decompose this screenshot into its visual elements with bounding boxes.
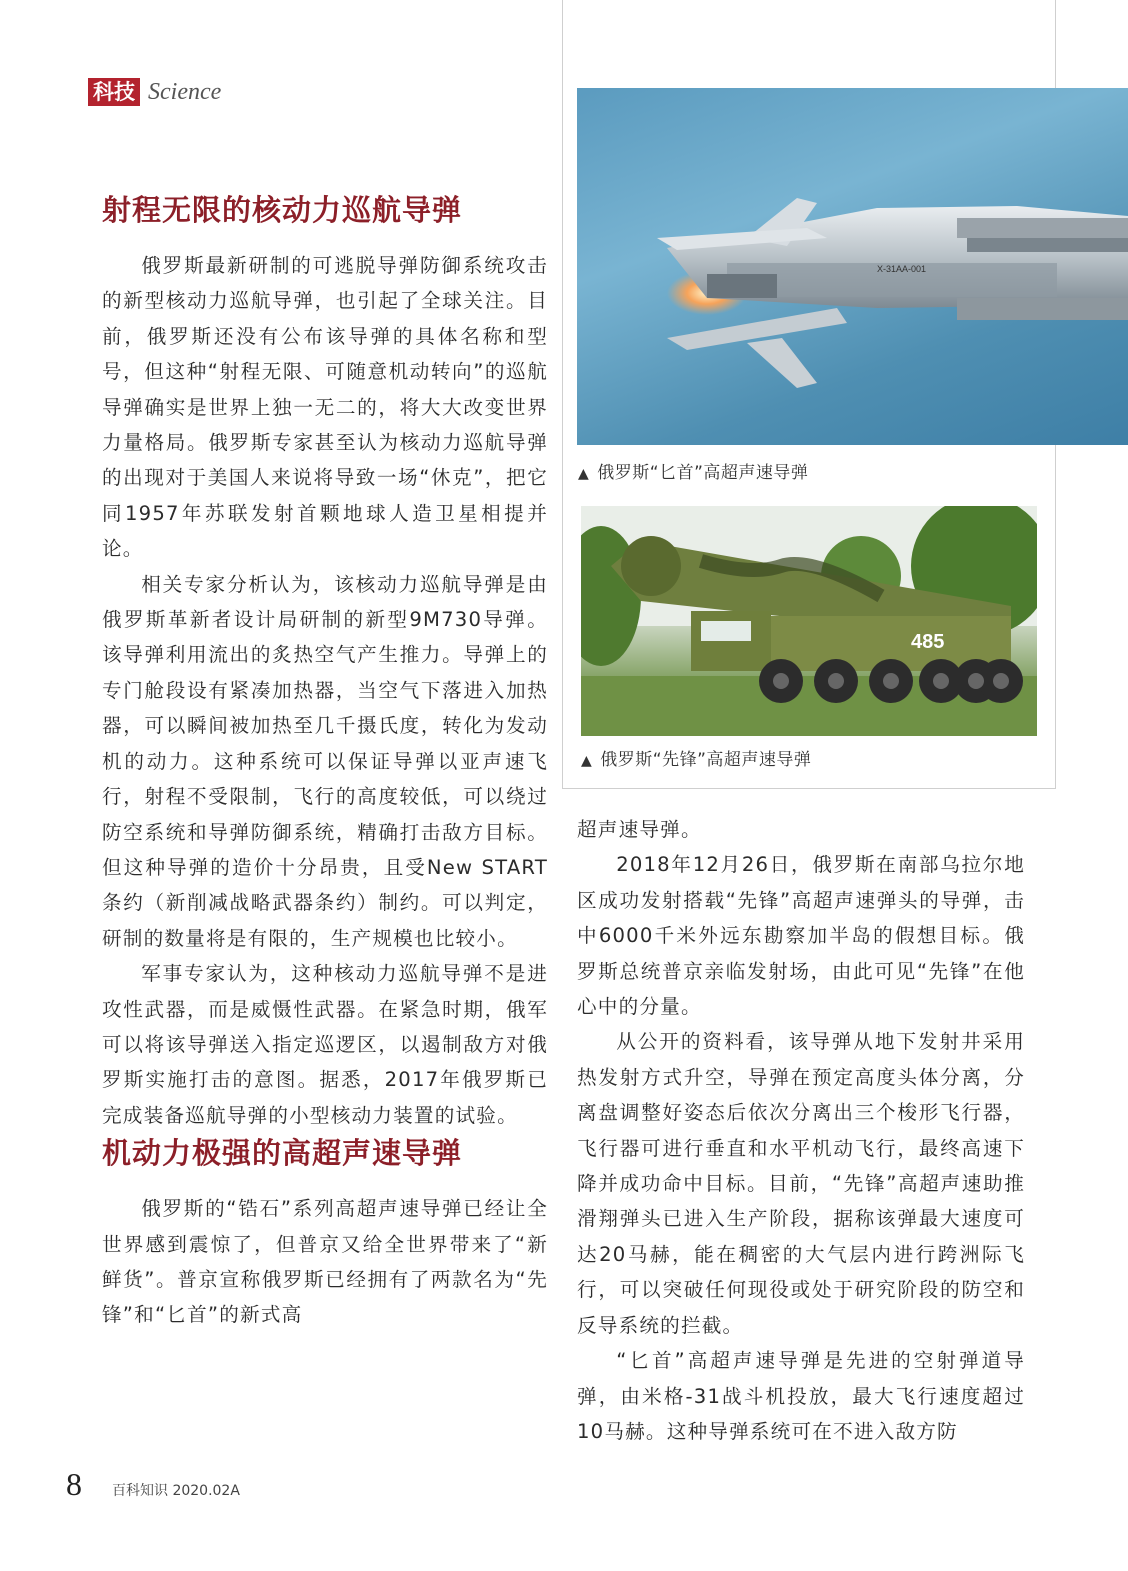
paragraph: 2018年12月26日，俄罗斯在南部乌拉尔地区成功发射搭载“先锋”高超声速弹头的导弹，击中6000千米外远东勘察加半岛的假想目标。俄罗斯总统普京亲临发射场，由此可见“先锋”在他心中的分量。 bbox=[577, 853, 1025, 1019]
paragraph: 相关专家分析认为，该核动力巡航导弹是由俄罗斯革新者设计局研制的新型9M730导弹。该导弹利用流出的炙热空气产生推力。导弹上的专门舱段设有紧凑加热器，当空气下落进入加热器，可以瞬间被加热至几千摄氏度，转化为发动机的动力。这种系统可以保证导弹以亚声速飞行，射程不受限制，飞行的高度较低，可以绕过防空系统和导弹防御系统，精确打击敌方目标。但这种导弹的造价十分昂贵，且受New START条约（新削减战略武器条约）制约。可以判定，研制的数量将是有限的，生产规模也比较小。 bbox=[102, 572, 548, 950]
missile-marking: X-31AA-001 bbox=[877, 264, 927, 274]
caption1-text: 俄罗斯“匕首”高超声速导弹 bbox=[597, 463, 809, 483]
paragraph: 俄罗斯最新研制的可逃脱导弹防御系统攻击的新型核动力巡航导弹，也引起了全球关注。目前，俄罗斯还没有公布该导弹的具体名称和型号，但这种“射程无限、可随意机动转向”的巡航导弹确实是世界上独一无二的，将大大改变世界力量格局。俄罗斯专家甚至认为核动力巡航导弹的出现对于美国人来说将导致一场“休克”，把它同1957年苏联发射首颗地球人造卫星相提并论。 bbox=[102, 254, 548, 561]
section-heading-nuclear-cruise-missile: 射程无限的核动力巡航导弹 bbox=[102, 193, 463, 227]
avangard-missile-photo bbox=[581, 506, 1037, 736]
paragraph: 军事专家认为，这种核动力巡航导弹不是进攻性武器，而是威慑性武器。在紧急时期，俄军可以将该导弹送入指定巡逻区，以遏制敌方对俄罗斯实施打击的意图。据悉，2017年俄罗斯已完成装备巡航导弹的小型核动力装置的试验。 bbox=[102, 962, 548, 1127]
launcher-truck-illustration bbox=[581, 506, 1037, 736]
page-footer bbox=[66, 1466, 240, 1503]
photo2-caption bbox=[581, 745, 811, 770]
section-tag-english: Science bbox=[148, 78, 222, 105]
section-header bbox=[88, 78, 221, 106]
kinzhal-missile-photo bbox=[577, 88, 1128, 445]
paragraph: 从公开的资料看，该导弹从地下发射井采用热发射方式升空，导弹在预定高度头体分离，分离盘调整好姿态后依次分离出三个梭形飞行器，飞行器可进行垂直和水平机动飞行，最终高速下降并成功命中目标。目前，“先锋”高超声速助推滑翔弹头已进入生产阶段，据称该弹最大速度可达20马赫，能在稠密的大气层内进行跨洲际飞行，可以突破任何现役或处于研究阶段的防空和反导系统的拦截。 bbox=[577, 1030, 1025, 1337]
section-tag: 科技 bbox=[88, 78, 140, 106]
page-number: 8 bbox=[66, 1466, 82, 1502]
truck-number: 485 bbox=[911, 631, 945, 653]
paragraph: “匕首”高超声速导弹是先进的空射弹道导弹，由米格-31战斗机投放，最大飞行速度超过10马赫。这种导弹系统可在不进入敌方防 bbox=[577, 1349, 1025, 1443]
photo1-caption bbox=[578, 458, 808, 483]
paragraph-continued: 超声速导弹。 bbox=[577, 818, 702, 841]
triangle-up-icon: ▲ bbox=[581, 753, 593, 769]
section-heading-hypersonic-missile: 机动力极强的高超声速导弹 bbox=[102, 1136, 463, 1171]
left-column bbox=[102, 190, 548, 1333]
missile-illustration bbox=[577, 88, 1128, 445]
magazine-issue: 百科知识 2020.02A bbox=[112, 1483, 240, 1499]
triangle-up-icon: ▲ bbox=[578, 466, 590, 482]
right-column bbox=[577, 812, 1025, 1449]
caption2-text: 俄罗斯“先锋”高超声速导弹 bbox=[600, 750, 812, 770]
paragraph: 俄罗斯的“锆石”系列高超声速导弹已经让全世界感到震惊了，但普京又给全世界带来了“新鲜货”。普京宣称俄罗斯已经拥有了两款名为“先锋”和“匕首”的新式高 bbox=[102, 1197, 548, 1327]
